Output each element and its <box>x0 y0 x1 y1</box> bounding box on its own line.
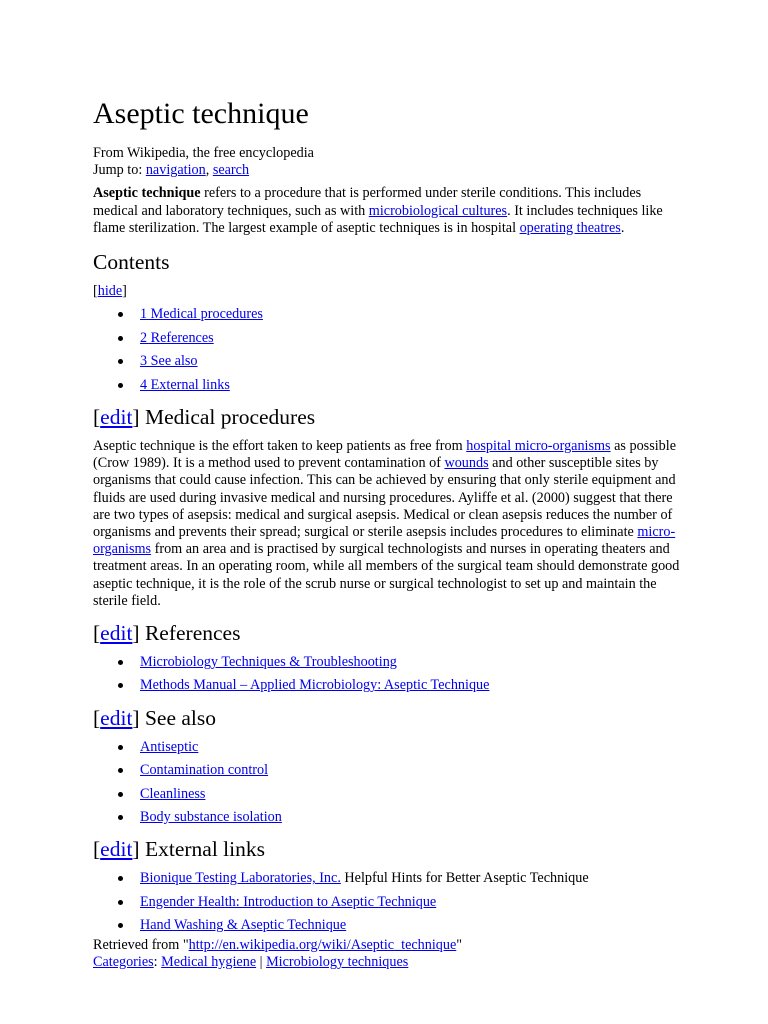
categories-line <box>93 954 683 971</box>
toc-link-external-links[interactable]: 4 External links <box>140 376 230 393</box>
see-also-link[interactable]: Cleanliness <box>140 785 206 802</box>
toc-item <box>140 353 683 370</box>
toc-link-references[interactable]: 2 References <box>140 329 214 346</box>
edit-see-also-link[interactable]: edit <box>100 705 133 730</box>
edit-references-link[interactable]: edit <box>100 620 133 645</box>
toc-link-see-also[interactable]: 3 See also <box>140 353 198 370</box>
external-links-heading: [edit] External links <box>93 837 265 862</box>
external-link[interactable]: Bionique Testing Laboratories, Inc. <box>140 870 341 887</box>
intro-paragraph <box>93 185 683 237</box>
category-medical-hygiene-link[interactable]: Medical hygiene <box>161 954 257 971</box>
intro-text-3: . <box>620 219 625 236</box>
list-item <box>140 786 683 803</box>
hospital-micro-organisms-link[interactable]: hospital micro-organisms <box>466 437 611 454</box>
references-title: References <box>144 620 241 645</box>
medical-procedures-title: Medical procedures <box>144 404 316 429</box>
permalink-link[interactable]: http://en.wikipedia.org/wiki/Aseptic_technique <box>188 936 457 953</box>
see-also-link[interactable]: Antiseptic <box>140 738 199 755</box>
external-links-title: External links <box>144 837 265 862</box>
microbiological-cultures-link[interactable]: microbiological cultures <box>368 202 508 219</box>
toc-toggle <box>93 283 683 300</box>
wounds-link[interactable]: wounds <box>444 455 489 472</box>
category-separator: | <box>256 954 267 971</box>
hide-toc-link[interactable]: hide <box>97 283 123 300</box>
toc-item <box>140 306 683 323</box>
toc-item <box>140 330 683 347</box>
jump-to-line <box>93 162 683 179</box>
micro-organisms-link[interactable]: micro-organisms <box>93 523 676 558</box>
medical-procedures-paragraph <box>93 438 683 610</box>
see-also-heading: [edit] See also <box>93 705 217 730</box>
medical-text-1: Aseptic technique is the effort taken to keep patients as free from <box>93 437 467 454</box>
toc-link-medical-procedures[interactable]: 1 Medical procedures <box>140 306 263 323</box>
list-item <box>140 654 683 671</box>
references-heading: [edit] References <box>93 620 241 645</box>
reference-link[interactable]: Microbiology Techniques & Troubleshooting <box>140 653 397 670</box>
retrieved-prefix: Retrieved from " <box>93 936 189 953</box>
list-item <box>140 809 683 826</box>
categories-link[interactable]: Categories <box>93 954 154 971</box>
toc-bracket-close: ] <box>122 283 127 300</box>
jump-to-comma: , <box>205 162 213 179</box>
medical-text-4: from an area and is practised by surgical technologists and nurses in operating theaters and treatment areas. In an operating room, while all members of the surgical team should demonstrate good aseptic technique, it is the role of the scrub nurse or surgical technologist to set up and maintain the sterile field. <box>93 541 680 609</box>
edit-external-links-link[interactable]: edit <box>100 837 133 862</box>
list-item <box>140 739 683 756</box>
list-item <box>140 870 683 887</box>
see-also-link[interactable]: Contamination control <box>140 762 269 779</box>
toc-list <box>93 306 683 394</box>
external-links-list <box>93 870 683 934</box>
medical-text-2: as possible (Crow 1989). It is a method used to prevent contamination of <box>93 437 676 472</box>
search-link[interactable]: search <box>212 162 250 179</box>
contents-heading: Contents <box>93 250 170 275</box>
list-item <box>140 917 683 934</box>
see-also-link[interactable]: Body substance isolation <box>140 809 282 826</box>
navigation-link[interactable]: navigation <box>145 162 206 179</box>
categories-colon: : <box>153 954 162 971</box>
page-title: Aseptic technique <box>93 97 309 130</box>
retrieved-suffix: " <box>456 936 463 953</box>
intro-text-1: refers to a procedure that is performed under sterile conditions. This includes medical and laboratory techniques, such as with <box>93 185 642 219</box>
article <box>93 96 683 971</box>
retrieved-from-line <box>93 937 683 954</box>
see-also-list <box>93 739 683 827</box>
jump-to-label: Jump to: <box>93 162 146 179</box>
intro-term: Aseptic technique <box>93 185 201 202</box>
operating-theatres-link[interactable]: operating theatres <box>519 219 621 236</box>
external-link[interactable]: Engender Health: Introduction to Aseptic Technique <box>140 893 437 910</box>
toc-bracket-open: [ <box>93 283 98 300</box>
external-link[interactable]: Hand Washing & Aseptic Technique <box>140 917 347 934</box>
edit-medical-procedures-link[interactable]: edit <box>100 404 133 429</box>
medical-text-3: and other susceptible sites by organisms that could cause infection. This can be achieved by ensuring that only sterile equipment and fluids are used during invasive medical and nursing procedures. Ayliffe et al. (2000) suggest that there are two types of asepsis: medical and surgical asepsis. Medical or clean asepsis reduces the number of organisms and prevents their spread; surgical or sterile asepsis includes procedures to eliminate <box>93 455 676 540</box>
reference-link[interactable]: Methods Manual – Applied Microbiology: Aseptic Technique <box>140 677 490 694</box>
external-link-description: Helpful Hints for Better Aseptic Technique <box>340 870 589 887</box>
see-also-title: See also <box>144 705 217 730</box>
list-item <box>140 762 683 779</box>
list-item <box>140 894 683 911</box>
intro-text-2: . It includes techniques like flame sterilization. The largest example of aseptic techniques is in hospital <box>93 202 663 236</box>
toc-item <box>140 377 683 394</box>
medical-procedures-heading: [edit] Medical procedures <box>93 404 316 429</box>
references-list <box>93 654 683 695</box>
category-microbiology-techniques-link[interactable]: Microbiology techniques <box>266 954 409 971</box>
site-subtitle: From Wikipedia, the free encyclopedia <box>93 145 314 161</box>
list-item <box>140 677 683 694</box>
